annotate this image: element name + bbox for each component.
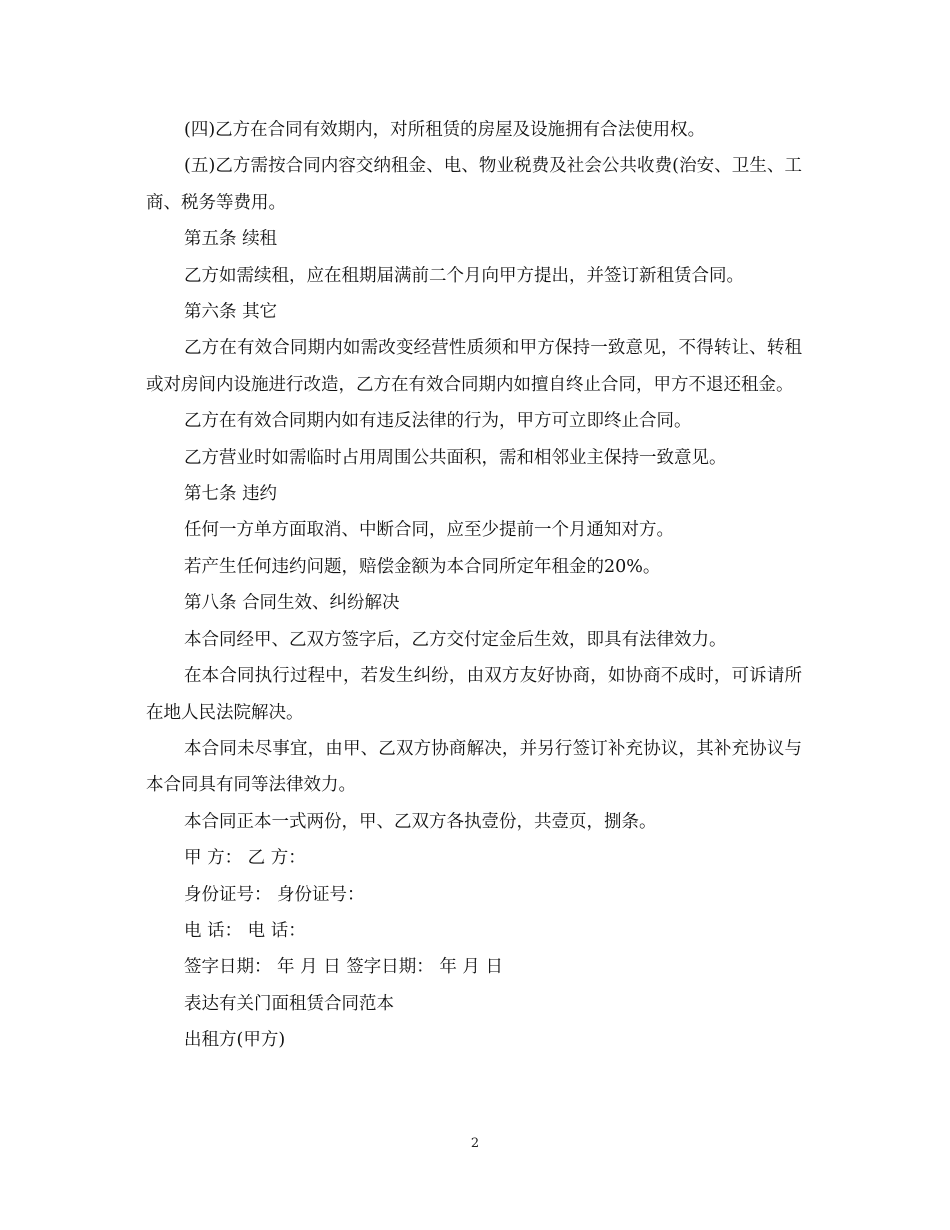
signature-phones: 电 话： 电 话： <box>184 920 306 941</box>
lessor-label: 出租方(甲方) <box>184 1030 286 1051</box>
next-document-title: 表达有关门面租赁合同范本 <box>184 993 394 1014</box>
document-body <box>146 112 802 1059</box>
heading-article-6: 第六条 其它 <box>184 302 278 323</box>
heading-article-7: 第七条 违约 <box>184 484 278 505</box>
page-number: 2 <box>470 1136 480 1151</box>
paragraph-clause-5: (五)乙方需按合同内容交纳租金、电、物业税费及社会公共收费(治安、卫生、工商、税务等费用。 <box>146 156 802 213</box>
paragraph-other-1: 乙方在有效合同期内如需改变经营性质须和甲方保持一致意见，不得转让、转租或对房间内设施进行改造，乙方在有效合同期内如擅自终止合同，甲方不退还租金。 <box>146 338 802 395</box>
heading-article-8: 第八条 合同生效、纠纷解决 <box>184 593 400 614</box>
paragraph-other-2: 乙方在有效合同期内如有违反法律的行为，甲方可立即终止合同。 <box>184 411 692 432</box>
paragraph-copies: 本合同正本一式两份，甲、乙双方各执壹份，共壹页，捌条。 <box>184 811 657 832</box>
heading-article-5: 第五条 续租 <box>184 229 278 250</box>
paragraph-other-3: 乙方营业时如需临时占用周围公共面积，需和相邻业主保持一致意见。 <box>184 447 727 468</box>
signature-id-numbers: 身份证号： 身份证号： <box>184 884 365 905</box>
paragraph-breach-1: 任何一方单方面取消、中断合同，应至少提前一个月通知对方。 <box>184 520 674 541</box>
paragraph-effect-3: 本合同未尽事宜，由甲、乙双方协商解决，并另行签订补充协议，其补充协议与本合同具有同等法律效力。 <box>146 738 802 796</box>
paragraph-clause-4: (四)乙方在合同有效期内，对所租赁的房屋及设施拥有合法使用权。 <box>184 120 706 140</box>
paragraph-effect-1: 本合同经甲、乙双方签字后，乙方交付定金后生效，即具有法律效力。 <box>184 629 727 650</box>
paragraph-effect-2: 在本合同执行过程中，若发生纠纷，由双方友好协商，如协商不成时，可诉请所在地人民法院解决。 <box>146 666 802 723</box>
signature-parties: 甲 方： 乙 方： <box>184 848 306 869</box>
paragraph-breach-2: 若产生任何违约问题，赔偿金额为本合同所定年租金的20%。 <box>184 556 661 577</box>
signature-dates: 签字日期： 年 月 日 签字日期： 年 月 日 <box>184 957 503 978</box>
paragraph-renewal: 乙方如需续租，应在租期届满前二个月向甲方提出，并签订新租赁合同。 <box>184 265 744 286</box>
